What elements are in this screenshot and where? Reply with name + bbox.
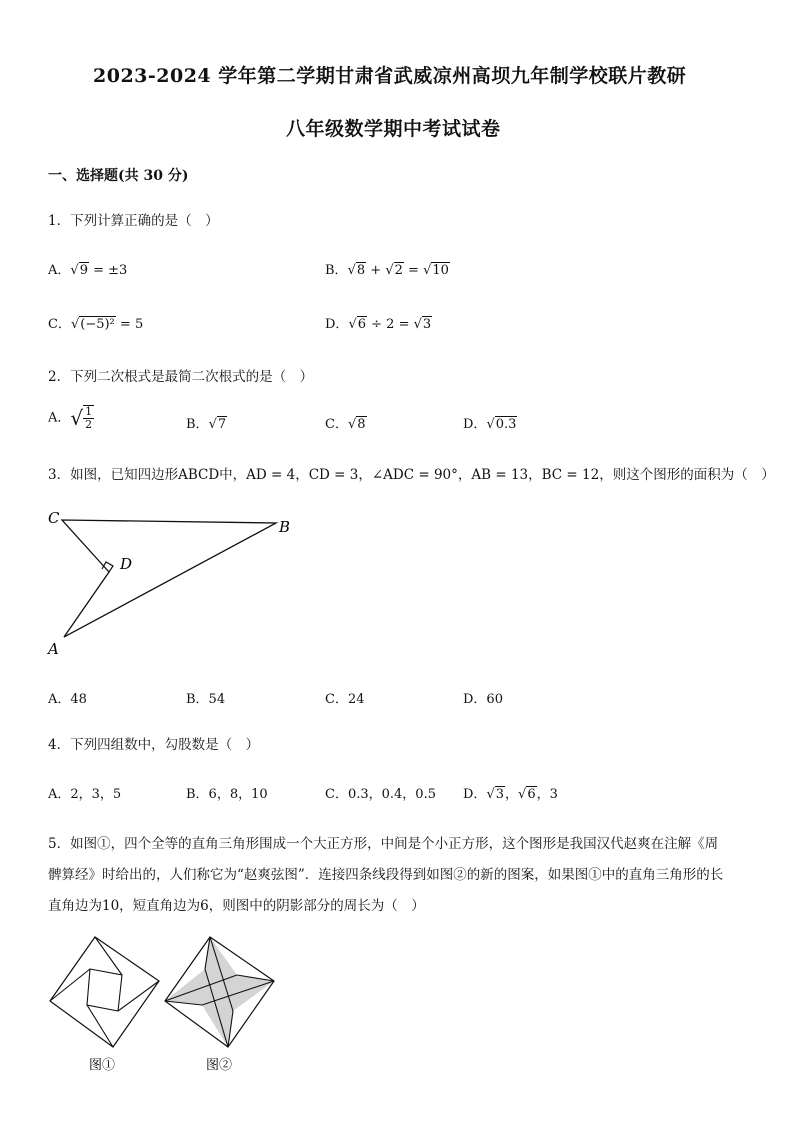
triangle-edge	[95, 937, 122, 975]
title-line-1: 2023-2024 学年第二学期甘肃省武威凉州高坝九年制学校联片教研	[93, 65, 687, 87]
section-heading: 一、选择题(共 30 分)	[48, 168, 189, 184]
q2-option-a[interactable]: A．√ $\frac{1}{2}$	[48, 405, 93, 431]
radicand: 0.3	[495, 417, 517, 432]
q1-option-a[interactable]: A．√9 = ±3	[48, 263, 128, 278]
radicand: 3	[422, 317, 432, 332]
question-2-stem: 2．下列二次根式是最简二次根式的是（ ）	[48, 369, 314, 385]
option-label: D．	[325, 317, 349, 332]
q2-option-c[interactable]: C．√8	[325, 417, 366, 432]
question-3-stem: 3．如图，已知四边形ABCD中，AD = 4，CD = 3，∠ADC = 90°，AB = 13，BC = 12，则这个图形的面积为（ ）	[48, 467, 775, 483]
q3-option-c[interactable]: C．24	[325, 692, 365, 707]
question-1-stem: 1．下列计算正确的是（ ）	[48, 213, 219, 229]
option-label: D．	[463, 787, 487, 802]
option-text: = 5	[115, 317, 144, 332]
q2-option-d[interactable]: D．√0.3	[463, 417, 517, 432]
radicand: 3	[495, 787, 505, 802]
option-label: A．	[48, 263, 71, 278]
option-label: C．	[48, 317, 71, 332]
radicand: 9	[79, 263, 88, 278]
triangle-edge	[118, 981, 159, 1011]
question-4-stem: 4．下列四组数中，勾股数是（ ）	[48, 737, 260, 753]
fraction-numerator: 1	[85, 405, 93, 418]
label-a: A	[48, 640, 59, 658]
label-c: C	[48, 509, 60, 527]
q2-option-b[interactable]: B．√7	[186, 417, 227, 432]
q4-option-c[interactable]: C．0.3，0.4，0.5	[325, 787, 436, 802]
label-b: B	[279, 518, 291, 536]
radicand: 6	[357, 317, 367, 332]
fraction	[83, 405, 94, 431]
option-label: D．	[463, 417, 487, 432]
q4-option-d[interactable]: D．√3，√6，3	[463, 787, 558, 802]
option-text: ，3	[536, 787, 558, 802]
radicand: 7	[217, 417, 227, 432]
fraction-denominator: 2	[85, 418, 93, 431]
option-label: B．	[186, 417, 209, 432]
q4-option-a[interactable]: A．2，3，5	[48, 787, 122, 802]
shaded-pinwheel	[165, 937, 274, 1047]
radicand: 2	[394, 263, 403, 278]
q3-option-b[interactable]: B．54	[186, 692, 226, 707]
radicand: 6	[527, 787, 536, 802]
option-text: ，	[505, 787, 519, 802]
radicand: 8	[357, 417, 366, 432]
option-text: = ±3	[88, 263, 128, 278]
quadrilateral-abcd	[62, 520, 276, 637]
option-text: =	[403, 263, 424, 278]
option-label: B．	[325, 263, 348, 278]
option-text: +	[366, 263, 386, 278]
q1-option-b[interactable]: B．√8 + √2 = √10	[325, 263, 449, 278]
figure-2-caption: 图②	[206, 1058, 233, 1073]
option-text: ÷ 2 =	[367, 317, 414, 332]
option-label: A．	[48, 410, 71, 426]
option-label: C．	[325, 417, 348, 432]
triangle-edge	[87, 1005, 113, 1047]
question-5-line-2: 髀算经》时给出的，人们称它为“赵爽弦图”．连接四条线段得到如图②的新的图案，如果图①中的直角三角形的长	[48, 867, 724, 883]
outer-square	[50, 937, 159, 1047]
q1-option-c[interactable]: C．√(−5)² = 5	[48, 317, 144, 332]
q1-option-d[interactable]: D．√6 ÷ 2 = √3	[325, 317, 432, 332]
q3-option-a[interactable]: A．48	[48, 692, 87, 707]
question-5-line-3: 直角边为10，短直角边为6，则图中的阴影部分的周长为（ ）	[48, 898, 425, 914]
inner-square	[87, 969, 122, 1011]
figure-1-caption: 图①	[89, 1058, 116, 1073]
q3-option-d[interactable]: D．60	[463, 692, 503, 707]
radicand: (−5)²	[80, 317, 115, 332]
figure-2-new-pattern	[160, 935, 280, 1075]
radicand: 10	[432, 263, 449, 278]
q4-option-b[interactable]: B．6，8，10	[186, 787, 268, 802]
title-line-2: 八年级数学期中考试试卷	[286, 118, 501, 140]
triangle-edge	[50, 969, 90, 1001]
question-5-line-1: 5．如图①，四个全等的直角三角形围成一个大正方形，中间是个小正方形，这个图形是我国汉代赵爽在注解《周	[48, 836, 719, 852]
radicand: 8	[356, 263, 366, 278]
figure-1-zhao-shuang-diagram	[45, 935, 165, 1075]
quadrilateral-figure	[40, 505, 310, 660]
label-d: D	[120, 555, 133, 573]
